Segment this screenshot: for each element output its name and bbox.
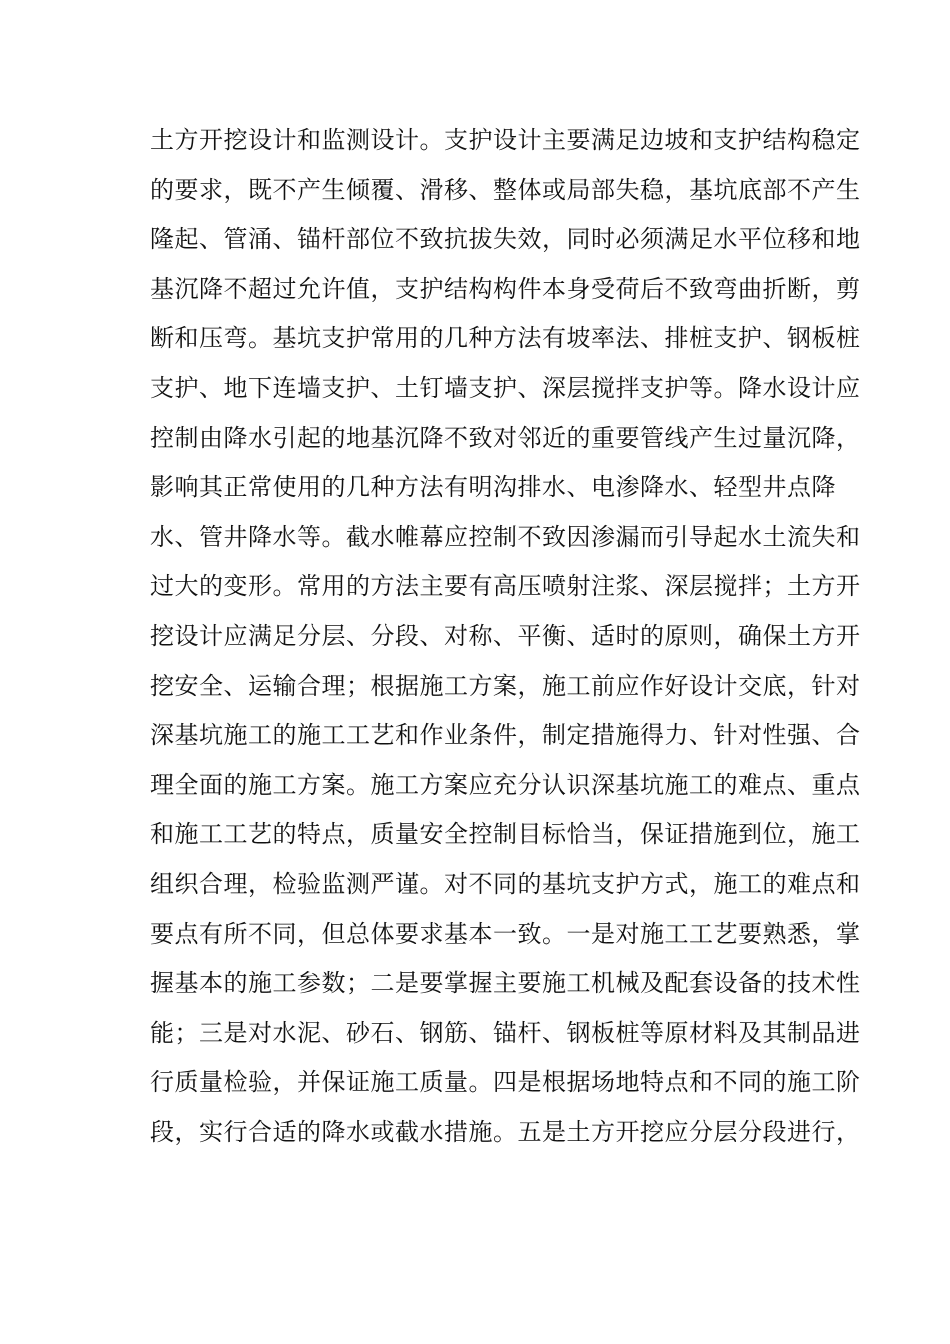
text-line-16: 组织合理，检验监测严谨。对不同的基坑支护方式，施工的难点和 xyxy=(150,869,861,898)
text-line-21: 段，实行合适的降水或截水措施。五是土方开挖应分层分段进行， xyxy=(150,1117,861,1146)
text-line-18: 握基本的施工参数；二是要掌握主要施工机械及配套设备的技术性 xyxy=(150,969,861,998)
text-line-15: 和施工工艺的特点，质量安全控制目标恰当，保证措施到位，施工 xyxy=(150,820,861,849)
text-line-14: 理全面的施工方案。施工方案应充分认识深基坑施工的难点、重点 xyxy=(150,770,861,799)
text-line-17: 要点有所不同，但总体要求基本一致。一是对施工工艺要熟悉，掌 xyxy=(150,919,861,948)
text-line-19: 能；三是对水泥、砂石、钢筋、锚杆、钢板桩等原材料及其制品进 xyxy=(150,1018,861,1047)
text-line-5: 断和压弯。基坑支护常用的几种方法有坡率法、排桩支护、钢板桩 xyxy=(150,324,861,353)
body-text xyxy=(150,116,861,1157)
text-line-10: 过大的变形。常用的方法主要有高压喷射注浆、深层搅拌；土方开 xyxy=(150,572,861,601)
text-line-8: 影响其正常使用的几种方法有明沟排水、电渗降水、轻型井点降 xyxy=(150,473,836,502)
text-line-9: 水、管井降水等。截水帷幕应控制不致因渗漏而引导起水土流失和 xyxy=(150,522,861,551)
text-line-7: 控制由降水引起的地基沉降不致对邻近的重要管线产生过量沉降， xyxy=(150,423,861,452)
text-line-1: 土方开挖设计和监测设计。支护设计主要满足边坡和支护结构稳定 xyxy=(150,126,861,154)
text-line-4: 基沉降不超过允许值，支护结构构件本身受荷后不致弯曲折断，剪 xyxy=(150,274,861,303)
text-line-12: 挖安全、运输合理；根据施工方案，施工前应作好设计交底，针对 xyxy=(150,671,861,700)
text-line-13: 深基坑施工的施工工艺和作业条件，制定措施得力、针对性强、合 xyxy=(150,721,861,750)
text-line-3: 隆起、管涌、锚杆部位不致抗拔失效，同时必须满足水平位移和地 xyxy=(150,225,861,254)
text-line-6: 支护、地下连墙支护、土钉墙支护、深层搅拌支护等。降水设计应 xyxy=(150,373,861,402)
text-line-11: 挖设计应满足分层、分段、对称、平衡、适时的原则，确保土方开 xyxy=(150,621,861,650)
text-line-2: 的要求，既不产生倾覆、滑移、整体或局部失稳，基坑底部不产生 xyxy=(150,175,861,204)
text-line-20: 行质量检验，并保证施工质量。四是根据场地特点和不同的施工阶 xyxy=(150,1068,861,1097)
